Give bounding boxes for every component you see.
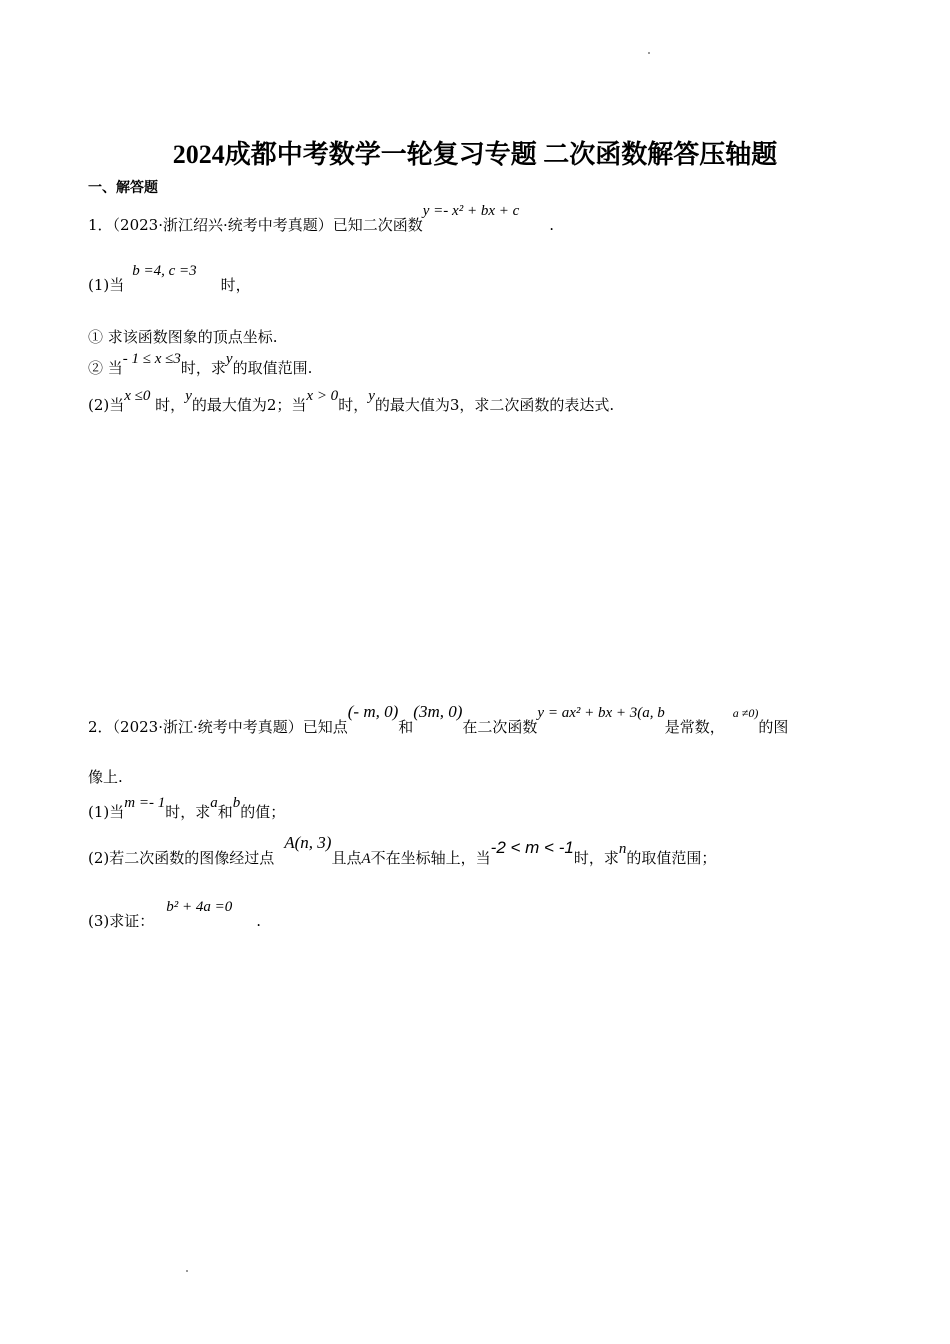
q1-number: 1． xyxy=(88,216,113,234)
q1-end: . xyxy=(549,216,555,234)
text: 的最大值为3，求二次函数的表达式. xyxy=(374,396,615,414)
math: y xyxy=(368,388,375,404)
text: 且点 xyxy=(331,849,362,867)
math: -2 < m < -1 xyxy=(490,838,574,857)
text: (2)当 xyxy=(88,396,125,414)
q1-sub1: ① 求该函数图象的顶点坐标. xyxy=(88,328,278,346)
q2-stem-cont: 像上. xyxy=(88,768,123,786)
math: b² + 4a =0 xyxy=(166,899,233,915)
text: (3)求证： xyxy=(88,912,155,930)
text: 的取值范围. xyxy=(232,359,313,377)
math: x ≤0 xyxy=(124,388,151,404)
page-title: 2024成都中考数学一轮复习专题 二次函数解答压轴题 xyxy=(172,140,778,169)
text: 是常数， xyxy=(664,718,725,736)
q1-part2 xyxy=(88,388,615,416)
math: - 1 ≤ x ≤3 xyxy=(122,351,181,367)
text: 时，求 xyxy=(180,359,226,377)
text: (2)若二次函数的图像经过点 xyxy=(88,849,275,867)
scan-dot xyxy=(648,52,650,54)
math: y xyxy=(185,388,192,404)
math: b =4, c =3 xyxy=(132,263,197,279)
math: a xyxy=(210,795,218,811)
text: 在二次函数 xyxy=(462,718,538,736)
math: (3m, 0) xyxy=(413,702,463,721)
section-heading: 一、解答题 xyxy=(88,180,158,196)
math: x > 0 xyxy=(306,388,339,404)
text: 的值； xyxy=(240,803,286,821)
q2-part3 xyxy=(88,899,262,932)
q2-source: （2023·浙江·统考中考真题）已知点 xyxy=(112,718,348,736)
math: b xyxy=(232,795,241,811)
text: 时，求 xyxy=(165,803,211,821)
math: a ≠0) xyxy=(732,706,759,720)
text: 不在坐标轴上，当 xyxy=(370,849,491,867)
text: 的图 xyxy=(758,718,789,736)
q2-part1 xyxy=(88,795,286,823)
math: y xyxy=(225,351,233,367)
text: 时， xyxy=(155,396,186,414)
text: ② 当 xyxy=(88,359,123,377)
math: m =- 1 xyxy=(124,795,166,811)
math: A(n, 3) xyxy=(284,833,332,852)
q1-sub2 xyxy=(88,351,313,379)
q1-part1 xyxy=(88,263,251,296)
math: A xyxy=(361,851,371,867)
math: n xyxy=(618,841,627,857)
q2-number: 2． xyxy=(88,718,113,736)
text: 时， xyxy=(338,396,369,414)
q1-stem xyxy=(88,203,555,236)
text: 和 xyxy=(398,718,414,736)
q2-part2 xyxy=(88,833,717,869)
math: (- m, 0) xyxy=(347,702,399,721)
q1-source: （2023·浙江绍兴·统考中考真题）已知二次函数 xyxy=(112,216,423,234)
text: 时，求 xyxy=(573,849,619,867)
text: 的最大值为2；当 xyxy=(191,396,307,414)
q2-formula: y = ax² + bx + 3(a, b xyxy=(537,705,665,721)
text: . xyxy=(256,912,262,930)
scan-dot xyxy=(186,1270,188,1272)
text: (1)当 xyxy=(88,803,125,821)
text: 的取值范围； xyxy=(626,849,717,867)
q1-formula: y =- x² + bx + c xyxy=(422,203,520,219)
text: 时， xyxy=(220,276,251,294)
text: 和 xyxy=(217,803,233,821)
text: (1)当 xyxy=(88,276,125,294)
